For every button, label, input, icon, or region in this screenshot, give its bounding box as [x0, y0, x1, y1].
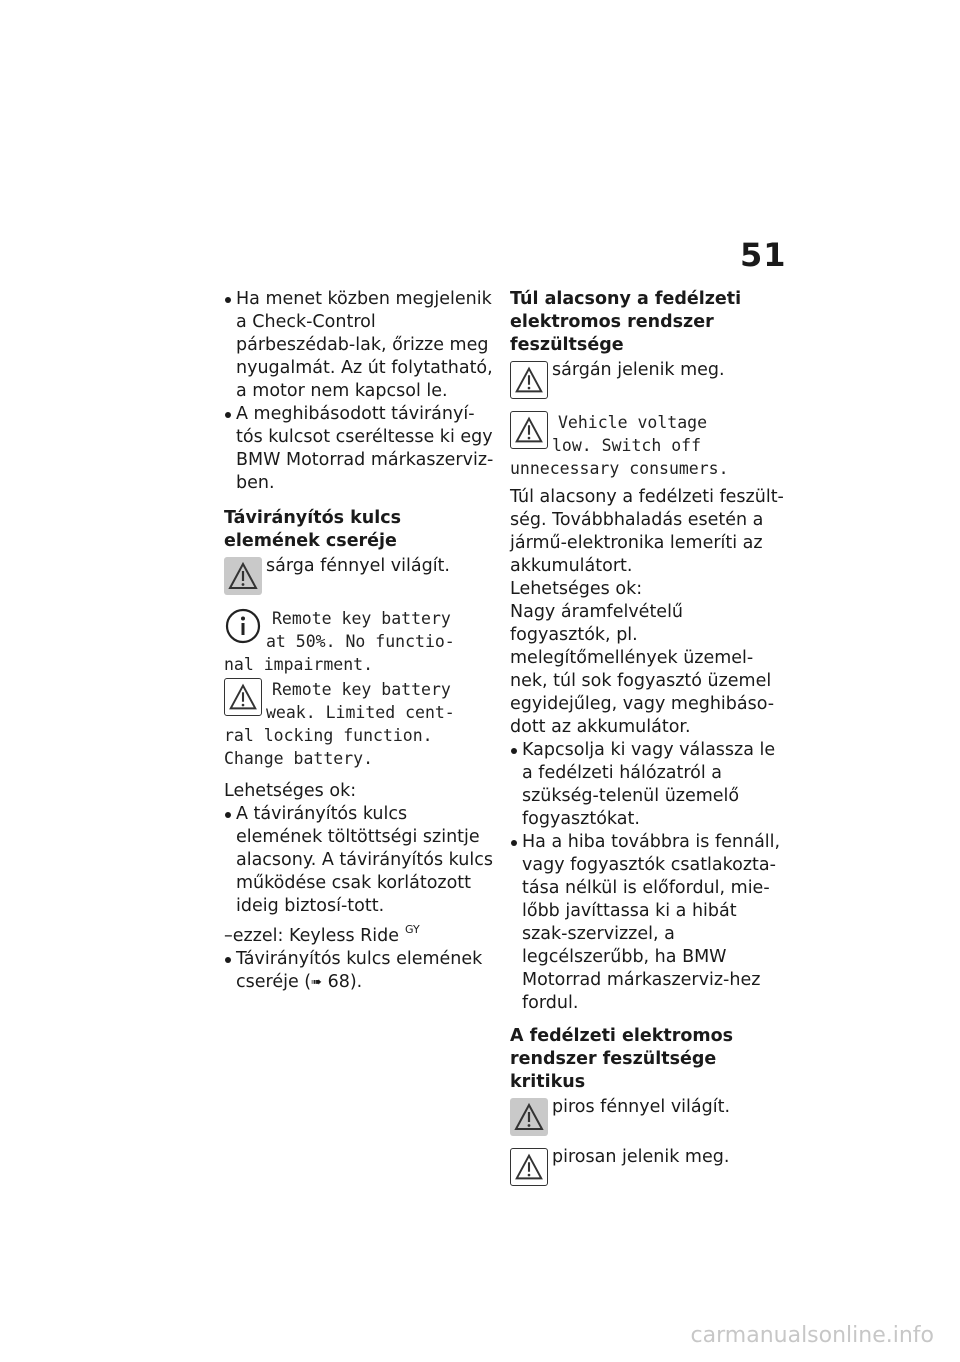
page-reference[interactable]: 68).: [322, 972, 363, 992]
page-number: 51: [740, 236, 787, 274]
warning-outline-icon: [510, 361, 548, 399]
indicator-text: piros fénnyel világít.: [552, 1097, 731, 1117]
possible-cause-label: Lehetséges ok:: [224, 781, 357, 801]
message-line: weak. Limited cent-: [266, 703, 455, 722]
cc-message-low-voltage: [510, 411, 786, 480]
left-column: [224, 288, 496, 994]
list-item: Ha a hiba továbbra is fennáll, vagy fogyasztók csatlakozta-tása nélkül is előfordul, mie-lőbb javíttassa ki a hibát szak-szervizzel, a legcélszerűbb, ha BMW Motorrad márkaszerviz-hez fordul.: [510, 831, 786, 1015]
paragraph: Túl alacsony a fedélzeti feszült-ség. Továbbhaladás esetén a jármű-elektronika lemeríti az akkumulátort.: [510, 487, 784, 576]
indicator-text: sárgán jelenik meg.: [552, 360, 725, 380]
indicator-text: pirosan jelenik meg.: [552, 1147, 730, 1167]
message-line: Remote key battery: [272, 609, 451, 628]
dash-item: –ezzel: Keyless Ride $^{GY}$: [224, 923, 420, 946]
message-line: ral locking function.: [224, 726, 433, 745]
cc-message-battery-50: [224, 607, 496, 676]
list-item: Kapcsolja ki vagy válassza le a fedélzeti hálózatról a szükség-telenül üzemelő fogyasztókat.: [510, 739, 786, 831]
warning-outline-icon: [510, 1148, 548, 1186]
list-item: A meghibásodott távirányí-tós kulcsot cseréltesse ki egy BMW Motorrad márkaszerviz-ben.: [224, 403, 496, 495]
watermark: carmanualsonline.info: [690, 1323, 934, 1348]
indicator-row: [510, 359, 786, 399]
list-item: A távirányítós kulcs elemének töltöttségi szintje alacsony. A távirányítós kulcs működése csak korlátozott ideig biztosí-tott.: [224, 803, 496, 918]
section-heading-critical-voltage: A fedélzeti elektromos rendszer feszültsége kritikus: [510, 1026, 734, 1092]
message-line: Vehicle voltage: [558, 413, 708, 432]
warning-filled-icon: [510, 1098, 548, 1136]
list-item: [224, 948, 496, 994]
possible-cause-label: Lehetséges ok:: [510, 579, 643, 599]
message-line: Change battery.: [224, 749, 374, 768]
indicator-text: sárga fénnyel világít.: [266, 556, 450, 576]
message-line: low. Switch off: [552, 436, 702, 455]
message-line: nal impairment.: [224, 655, 374, 674]
indicator-row: [510, 1096, 786, 1136]
warning-outline-icon: [224, 678, 262, 716]
arrow-right-icon: ➠: [311, 975, 323, 990]
warning-filled-icon: [224, 557, 262, 595]
paragraph: Nagy áramfelvételű fogyasztók, pl. melegítőmellények üzemel-nek, túl sok fogyasztó üzemel egyidejűleg, vagy meghibáso-dott az akkumulátor.: [510, 602, 775, 737]
country-code: GY: [405, 923, 420, 936]
section-heading-remote-key: Távirányítós kulcs elemének cseréje: [224, 508, 401, 551]
list-item-text: Távirányítós kulcs elemének cseréje (: [236, 949, 483, 992]
message-line: Remote key battery: [272, 680, 451, 699]
list-item: Ha menet közben megjelenik a Check-Control párbeszédab-lak, őrizze meg nyugalmát. Az út folytatható, a motor nem kapcsol le.: [224, 288, 496, 403]
message-line: at 50%. No functio-: [266, 632, 455, 651]
cc-message-battery-weak: [224, 678, 496, 770]
message-line: unnecessary consumers.: [510, 459, 729, 478]
indicator-row: [510, 1146, 786, 1186]
info-icon: [224, 607, 262, 645]
indicator-row: [224, 555, 496, 595]
section-heading-low-voltage: Túl alacsony a fedélzeti elektromos rendszer feszültsége: [510, 289, 742, 355]
right-column: [510, 288, 786, 1186]
warning-outline-icon: [510, 411, 548, 449]
dash-text: ezzel: Keyless Ride: [232, 926, 400, 946]
